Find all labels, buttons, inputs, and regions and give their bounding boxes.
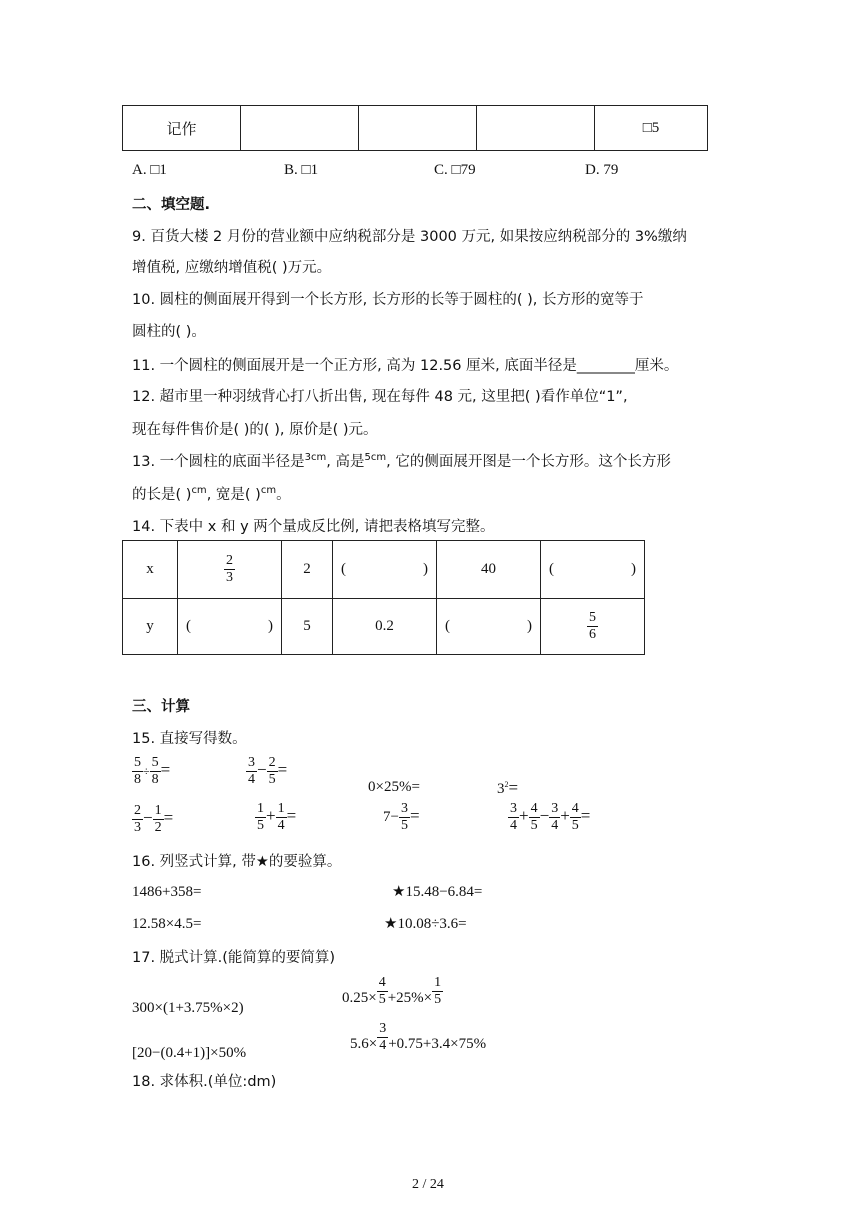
table-cell: □5 [595, 106, 708, 151]
expr-17b: 0.25× $\frac{4}{5}$ +25%× $\frac{1}{5}$ [342, 975, 442, 1007]
question-10-line2: 圆柱的( )。 [132, 324, 206, 340]
question-10-line1: 10. 圆柱的侧面展开得到一个长方形, 长方形的长等于圆柱的( ), 长方形的宽等于 [132, 292, 644, 308]
table-cell [359, 106, 477, 151]
option-c: C. □79 [434, 162, 476, 178]
table-cell [477, 106, 595, 151]
option-a: A. □1 [132, 162, 167, 178]
question-14: 14. 下表中 x 和 y 两个量成反比例, 请把表格填写完整。 [132, 519, 495, 535]
question-12-line1: 12. 超市里一种羽绒背心打八折出售, 现在每件 48 元, 这里把( )看作单位“1”, [132, 389, 628, 405]
question-18: 18. 求体积.(单位:dm) [132, 1074, 277, 1090]
x-cell: 40 [437, 541, 541, 599]
expr-h: $\frac{3}{4}$ + $\frac{4}{5}$ − $\frac{3}{4}$ + $\frac{4}{5}$ = [510, 801, 591, 833]
fraction: $\frac{5}{6}$ [589, 610, 596, 642]
question-15: 15. 直接写得数。 [132, 731, 247, 747]
question-13-line2: 的长是( )$^{cm}$, 宽是( )$^{cm}$。 [132, 485, 291, 503]
height-value: 5cm [364, 452, 387, 464]
x-cell: 2 [282, 541, 333, 599]
y-blank: ( ) [178, 599, 282, 655]
expr-d: $3^2=$ [497, 778, 519, 797]
calc-3: 12.58×4.5= [132, 916, 202, 932]
expr-17a: 300×(1+3.75%×2) [132, 1000, 244, 1016]
fraction: $\frac{2}{3}$ [226, 553, 233, 585]
expr-f: $\frac{1}{5}$ + $\frac{1}{4}$ = [257, 801, 297, 833]
y-cell [541, 599, 645, 655]
table-cell [241, 106, 359, 151]
expr-b: $\frac{3}{4}$ − $\frac{2}{5}$ = [248, 755, 288, 787]
question-9-line1: 9. 百货大楼 2 月份的营业额中应纳税部分是 3000 万元, 如果按应纳税部分的 3%缴纳 [132, 229, 687, 245]
y-cell: 5 [282, 599, 333, 655]
calc-1: 1486+358= [132, 884, 202, 900]
calc-4: ★10.08÷3.6= [384, 916, 467, 932]
x-label: x [123, 541, 178, 599]
section-heading: 二、填空题. [132, 197, 211, 213]
table-label: 记作 [123, 106, 241, 151]
section-heading: 三、计算 [132, 699, 190, 715]
expr-g: 7− $\frac{3}{5}$ = [383, 801, 420, 833]
expr-e: $\frac{2}{3}$ − $\frac{1}{2}$ = [134, 803, 174, 835]
calc-2: ★15.48−6.84= [392, 884, 483, 900]
ratio-table [122, 540, 645, 655]
option-b: B. □1 [284, 162, 319, 178]
expr-17c: [20−(0.4+1)]×50% [132, 1045, 247, 1061]
expr-17d: 5.6× $\frac{3}{4}$ +0.75+3.4×75% [350, 1021, 487, 1053]
expr-c: 0×25%= [368, 779, 420, 795]
answer-table [122, 105, 708, 151]
option-d: D. 79 [585, 162, 619, 178]
question-9-line2: 增值税, 应缴纳增值税( )万元。 [132, 260, 332, 276]
question-13-line1: 13. 一个圆柱的底面半径是$^{3cm}$, 高是$^{5cm}$, 它的侧面展开图是一个长方形。这个长方形 [132, 452, 671, 470]
x-blank: ( ) [333, 541, 437, 599]
question-17: 17. 脱式计算.(能简算的要简算) [132, 950, 336, 966]
question-11: 11. 一个圆柱的侧面展开是一个正方形, 高为 12.56 厘米, 底面半径是________厘米。 [132, 358, 679, 374]
question-12-line2: 现在每件售价是( )的( ), 原价是( )元。 [132, 422, 378, 438]
x-blank: ( ) [541, 541, 645, 599]
expr-a: $\frac{5}{8}$ ÷ $\frac{5}{8}$ = [134, 755, 171, 787]
y-label: y [123, 599, 178, 655]
y-cell: 0.2 [333, 599, 437, 655]
page-number: 2 / 24 [412, 1177, 444, 1192]
y-blank: ( ) [437, 599, 541, 655]
x-cell [178, 541, 282, 599]
question-16: 16. 列竖式计算, 带★的要验算。 [132, 854, 342, 870]
radius-value: 3cm [304, 452, 327, 464]
